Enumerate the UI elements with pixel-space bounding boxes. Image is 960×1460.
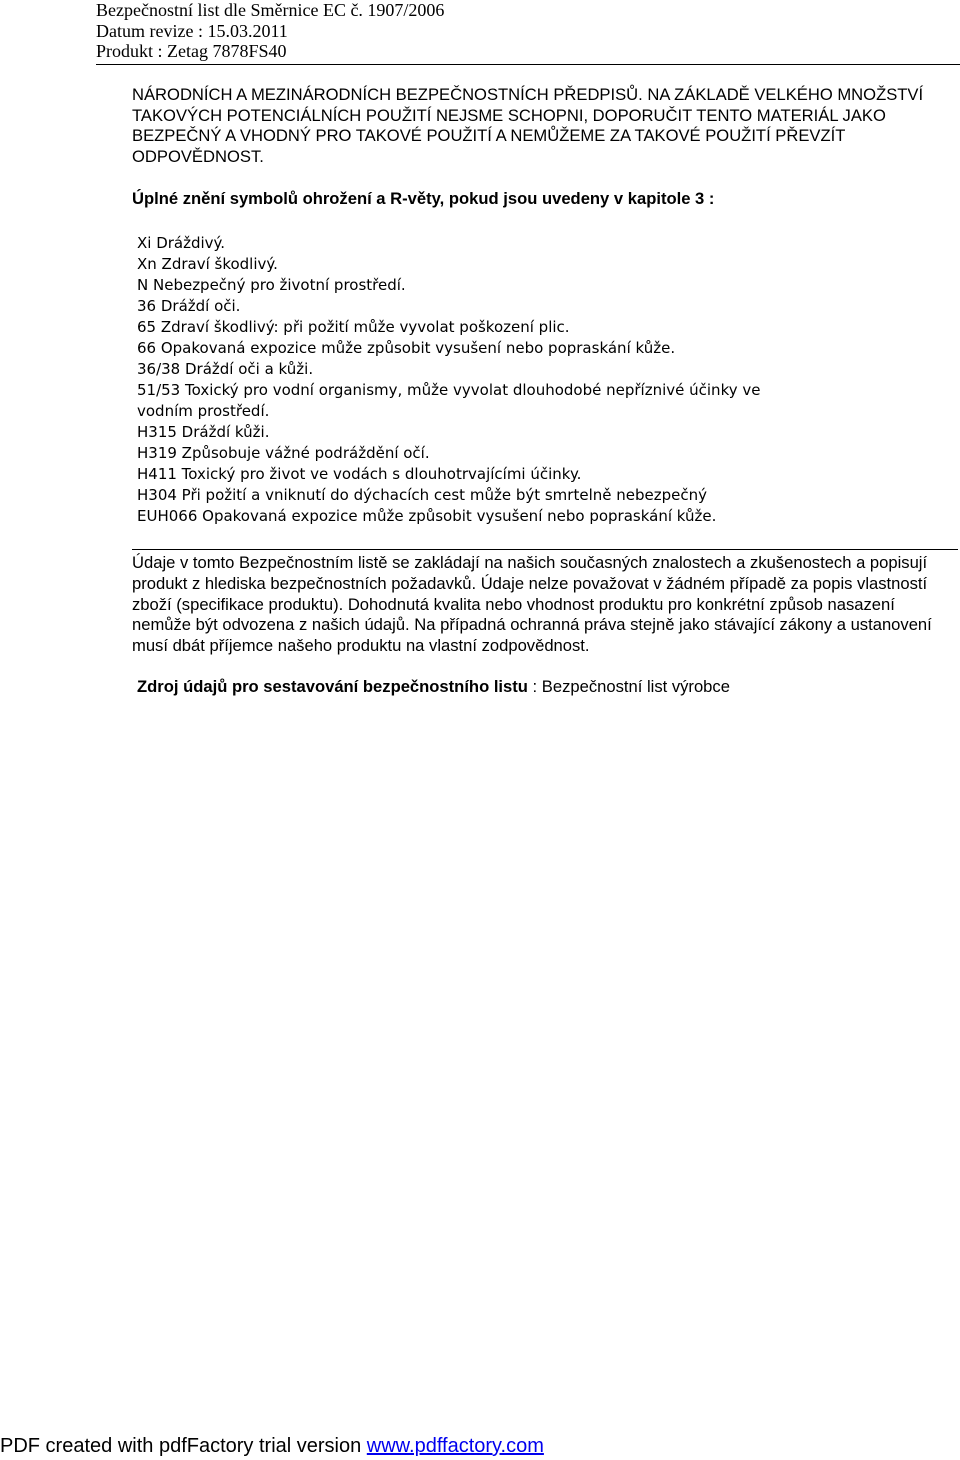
footer-link[interactable]: www.pdffactory.com <box>366 1435 544 1457</box>
header-title: Bezpečnostní list dle Směrnice EC č. 1907/2006 <box>96 0 445 20</box>
header-divider <box>96 64 960 65</box>
disclaimer-caps-paragraph: NÁRODNÍCH A MEZINÁRODNÍCH BEZPEČNOSTNÍCH PŘEDPISŮ. NA ZÁKLADĚ VELKÉHO MNOŽSTVÍ TAKOVÝCH POTENCIÁLNÍCH POUŽITÍ NEJSME SCHOPNI, DOPORUČIT TENTO MATERIÁL JAKO BEZPEČNÝ A VHODNÝ PRO TAKOVÉ POUŽITÍ A NEMŮŽEME ZA TAKOVÉ POUŽITÍ PŘEVZÍT ODPOVĚDNOST. <box>132 85 924 166</box>
document-header <box>96 0 960 62</box>
phrase-r65: 65 Zdraví škodlivý: při požití může vyvolat poškození plic. <box>137 318 570 336</box>
phrase-h315: H315 Dráždí kůži. <box>137 423 270 441</box>
phrase-h411: H411 Toxický pro život ve vodách s dlouhotrvajícími účinky. <box>137 465 582 483</box>
information-paragraph: Údaje v tomto Bezpečnostním listě se zakládají na našich současných znalostech a zkušenostech a popisují produkt z hlediska bezpečnostních požadavků. Údaje nelze považovat v žádném případě za popis vlastností zboží (specifikace produktu). Dohodnutá kvalita nebo vhodnost produktu pro konkrétní způsob nasazení nemůže být odvozena z našich údajů. Na případná ochranná práva stejně jako stávající zákony a ustanovení musí dbát příjemce našeho produktu na vlastní zodpovědnost. <box>132 553 932 656</box>
data-source-value: Bezpečnostní list výrobce <box>541 677 730 696</box>
phrase-xn: Xn Zdraví škodlivý. <box>137 255 278 273</box>
phrase-r66: 66 Opakovaná expozice může způsobit vysušení nebo popraskání kůže. <box>137 339 676 357</box>
phrase-h319: H319 Způsobuje vážné podráždění očí. <box>137 444 430 462</box>
phrase-r36-38: 36/38 Dráždí oči a kůži. <box>137 360 314 378</box>
header-product: Produkt : Zetag 7878FS40 <box>96 41 287 61</box>
phrase-xi: Xi Dráždivý. <box>137 234 226 252</box>
phrase-n: N Nebezpečný pro životní prostředí. <box>137 276 406 294</box>
phrase-euh066: EUH066 Opakovaná expozice může způsobit vysušení nebo popraskání kůže. <box>137 507 717 525</box>
phrase-h304: H304 Při požití a vniknutí do dýchacích cest může být smrtelně nebezpečný <box>137 486 707 504</box>
footer-text: PDF created with pdfFactory trial version <box>0 1435 367 1457</box>
data-source-label: Zdroj údajů pro sestavování bezpečnostního listu <box>137 677 528 696</box>
phrase-r36: 36 Dráždí oči. <box>137 297 241 315</box>
phrase-r51-53: 51/53 Toxický pro vodní organismy, může vyvolat dlouhodobé nepříznivé účinky ve vodním prostředí. <box>137 381 761 420</box>
pdf-footer <box>0 1435 544 1457</box>
hazard-phrase-list <box>137 233 937 527</box>
data-source-line <box>137 677 730 697</box>
header-revision-date: Datum revize : 15.03.2011 <box>96 20 288 41</box>
section-title: Úplné znění symbolů ohrožení a R-věty, pokud jsou uvedeny v kapitole 3 : <box>132 189 715 208</box>
data-source-separator: : <box>527 677 542 696</box>
info-divider <box>132 549 958 550</box>
